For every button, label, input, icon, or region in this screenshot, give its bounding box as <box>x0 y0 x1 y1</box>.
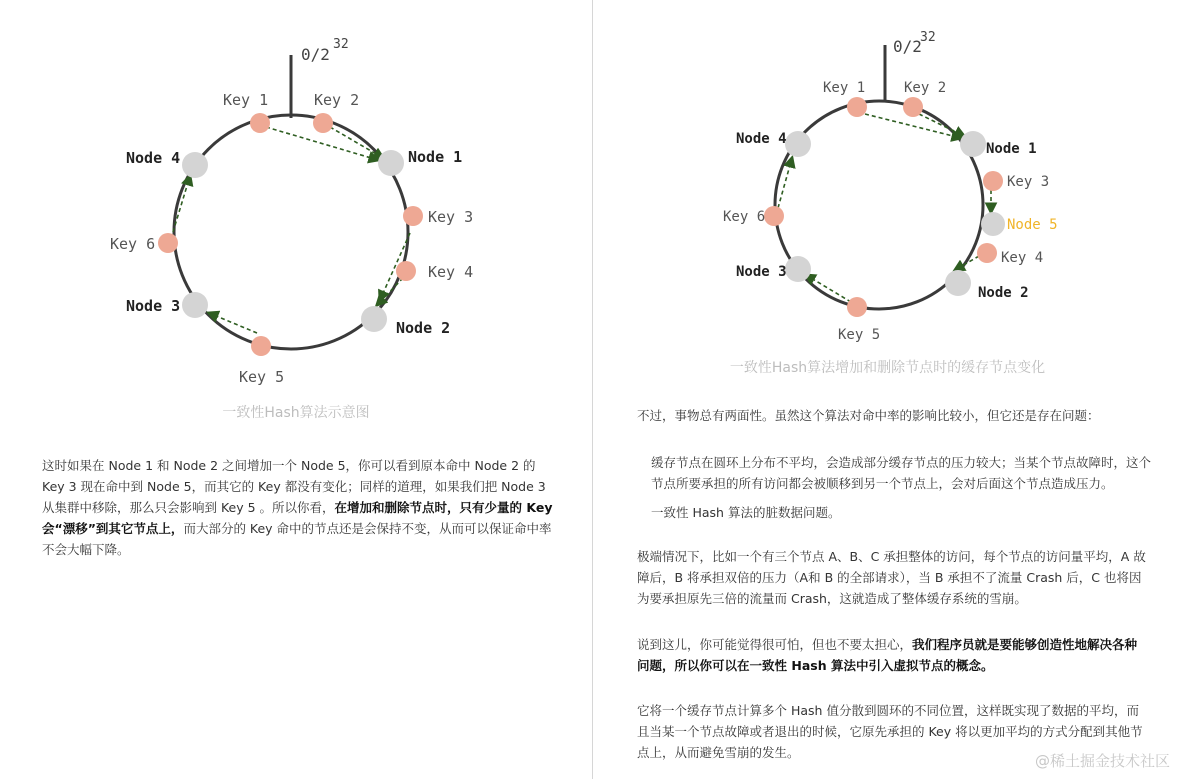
node-3-label: Node 3 <box>736 264 787 280</box>
key-5-dot <box>847 297 867 317</box>
key-3-dot <box>983 171 1003 191</box>
node-4-dot <box>785 131 811 157</box>
key-3-label: Key 3 <box>1007 174 1050 190</box>
arrow-key6-node4 <box>778 158 792 208</box>
key-2-dot <box>313 113 333 133</box>
hash-ring-node-change-diagram <box>593 0 1182 360</box>
intro-paragraph: 不过，事物总有两面性。虽然这个算法对命中率的影响比较小，但它还是存在问题： <box>637 408 1100 423</box>
virtual-node-text: 说到这儿，你可能觉得很可怕，但也不要太担心， <box>637 637 913 652</box>
node-2-label: Node 2 <box>978 285 1029 301</box>
issue-1: 缓存节点在圆环上分布不平均，会造成部分缓存节点的压力较大；当某个节点故障时，这个节点所要承担的所有访问都会被顺移到另一个节点上，会对后面这个节点造成压力。 <box>651 455 1152 491</box>
key-1-dot <box>250 113 270 133</box>
paragraph-text-2: 而大部分的 Key 命中的节点还是会保持不变，从而可以保证命中率不会大幅下降。 <box>42 521 552 557</box>
key-2-label: Key 2 <box>904 80 947 96</box>
consistent-hash-ring-diagram <box>0 0 592 400</box>
node-5-dot <box>981 212 1005 236</box>
node-3-dot <box>182 292 208 318</box>
node-4-dot <box>182 152 208 178</box>
key-6-label: Key 6 <box>110 235 156 253</box>
watermark: @稀土掘金技术社区 <box>1034 752 1170 770</box>
node-2-dot <box>361 306 387 332</box>
key-2-dot <box>903 97 923 117</box>
key-2-label: Key 2 <box>314 91 360 109</box>
key-6-dot <box>764 206 784 226</box>
node-3-dot <box>785 256 811 282</box>
node-4-label: Node 4 <box>126 149 181 167</box>
node-1-label: Node 1 <box>408 148 463 166</box>
key-6-label: Key 6 <box>723 209 766 225</box>
node-2-label: Node 2 <box>396 319 451 337</box>
key-3-dot <box>403 206 423 226</box>
body-paragraph <box>42 455 554 560</box>
right-page <box>593 0 1182 779</box>
final-paragraph: 它将一个缓存节点计算多个 Hash 值分散到圆环的不同位置，这样既实现了数据的平均，而且当某一个节点故障或者退出的时候，它原先承担的 Key 将以更加平均的方式分配到其他节点上，从而避免雪崩的发生。 <box>637 703 1143 760</box>
key-4-label: Key 4 <box>428 263 474 281</box>
key-1-label: Key 1 <box>223 91 269 109</box>
node-1-dot <box>960 131 986 157</box>
key-1-label: Key 1 <box>823 80 866 96</box>
node-1-dot <box>378 150 404 176</box>
zero-exponent: 32 <box>333 37 349 52</box>
arrow-key5-node3 <box>806 275 851 302</box>
key-4-label: Key 4 <box>1001 250 1044 266</box>
paragraph-text-1: 这时如果在 Node 1 和 Node 2 之间增加一个 Node 5，你可以看到原本命中 Node 2 的 Key 3 现在命中到 Node 5，而其它的 Key 都没有变化；同样的道理，如果我们把 Node 3 从集群中移除，那么只会影响到 Key 5 。所以你看， <box>42 458 546 515</box>
zero-label: 0/2 <box>301 45 330 64</box>
node-3-label: Node 3 <box>126 297 181 315</box>
node-1-label: Node 1 <box>986 141 1037 157</box>
node-2-dot <box>945 270 971 296</box>
zero-exponent: 32 <box>920 30 936 45</box>
key-1-dot <box>847 97 867 117</box>
issue-2: 一致性 Hash 算法的脏数据问题。 <box>651 505 841 520</box>
paragraph-bold: 在增加和删除节点时，只有少量的 Key 会“漂移”到其它节点上， <box>42 500 553 536</box>
key-5-label: Key 5 <box>838 327 881 343</box>
node-5-label: Node 5 <box>1007 217 1058 233</box>
virtual-node-bold: 我们程序员就是要能够创造性地解决各种问题，所以你可以在一致性 Hash 算法中引入虚拟节点的概念。 <box>637 637 1138 673</box>
figure-caption: 一致性Hash算法示意图 <box>222 405 370 421</box>
key-6-dot <box>158 233 178 253</box>
key-4-dot <box>977 243 997 263</box>
extreme-case-paragraph: 极端情况下，比如一个有三个节点 A、B、C 承担整体的访问，每个节点的访问量平均，A 故障后，B 将承担双倍的压力（A和 B 的全部请求），当 B 承担不了流量 Crash 后，C 也将因为要承担原先三倍的流量而 Crash，这就造成了整体缓存系统的雪崩。 <box>637 549 1146 606</box>
zero-label: 0/2 <box>893 37 922 56</box>
key-5-dot <box>251 336 271 356</box>
key-4-dot <box>396 261 416 281</box>
arrow-key6-node4 <box>173 176 190 232</box>
key-3-label: Key 3 <box>428 208 474 226</box>
virtual-node-paragraph <box>637 634 1149 676</box>
node-4-label: Node 4 <box>736 131 787 147</box>
figure-caption: 一致性Hash算法增加和删除节点时的缓存节点变化 <box>729 360 1046 376</box>
key-5-label: Key 5 <box>239 368 285 386</box>
